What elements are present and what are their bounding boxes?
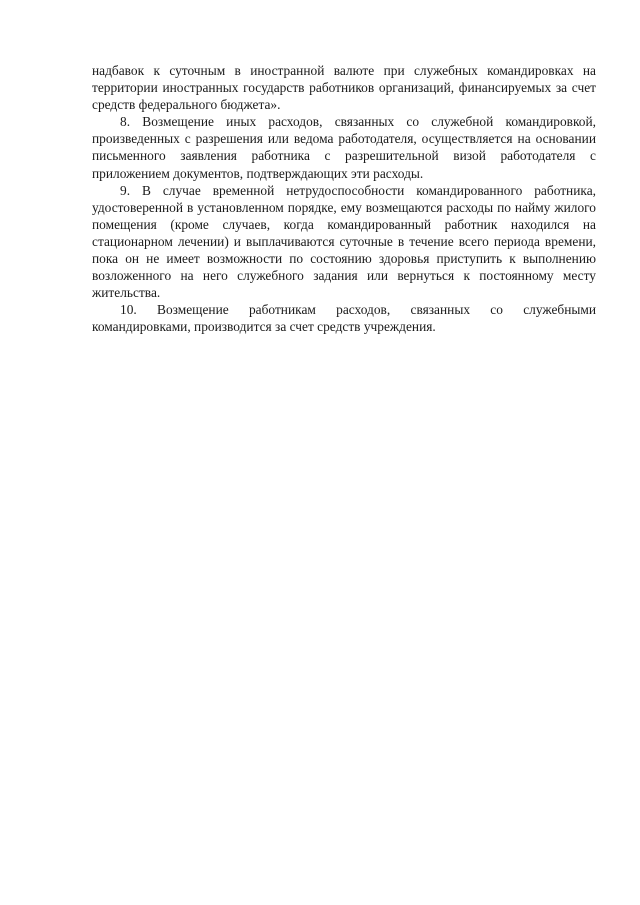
paragraph-8: 8. Возмещение иных расходов, связанных со служебной командировкой, произведенных с разрешения или ведома работодателя, осуществляется на основании письменного заявления работника с разрешительной визой работодателя с приложением документов, подтверждающих эти расходы. (92, 114, 596, 181)
paragraph-10: 10. Возмещение работникам расходов, связанных со служебными командировками, производится за счет средств учреждения. (92, 302, 596, 335)
page-text (92, 62, 596, 336)
paragraph-continuation: надбавок к суточным в иностранной валюте при служебных командировках на территории иностранных государств работников организаций, финансируемых за счет средств федерального бюджета». (92, 63, 596, 113)
paragraph-9: 9. В случае временной нетрудоспособности командированного работника, удостоверенной в установленном порядке, ему возмещаются расходы по найму жилого помещения (кроме случаев, когда командированный работник находился на стационарном лечении) и выплачиваются суточные в течение всего периода времени, пока он не имеет возможности по состоянию здоровья приступить к выполнению возложенного на него служебного задания или вернуться к постоянному месту жительства. (92, 182, 596, 301)
